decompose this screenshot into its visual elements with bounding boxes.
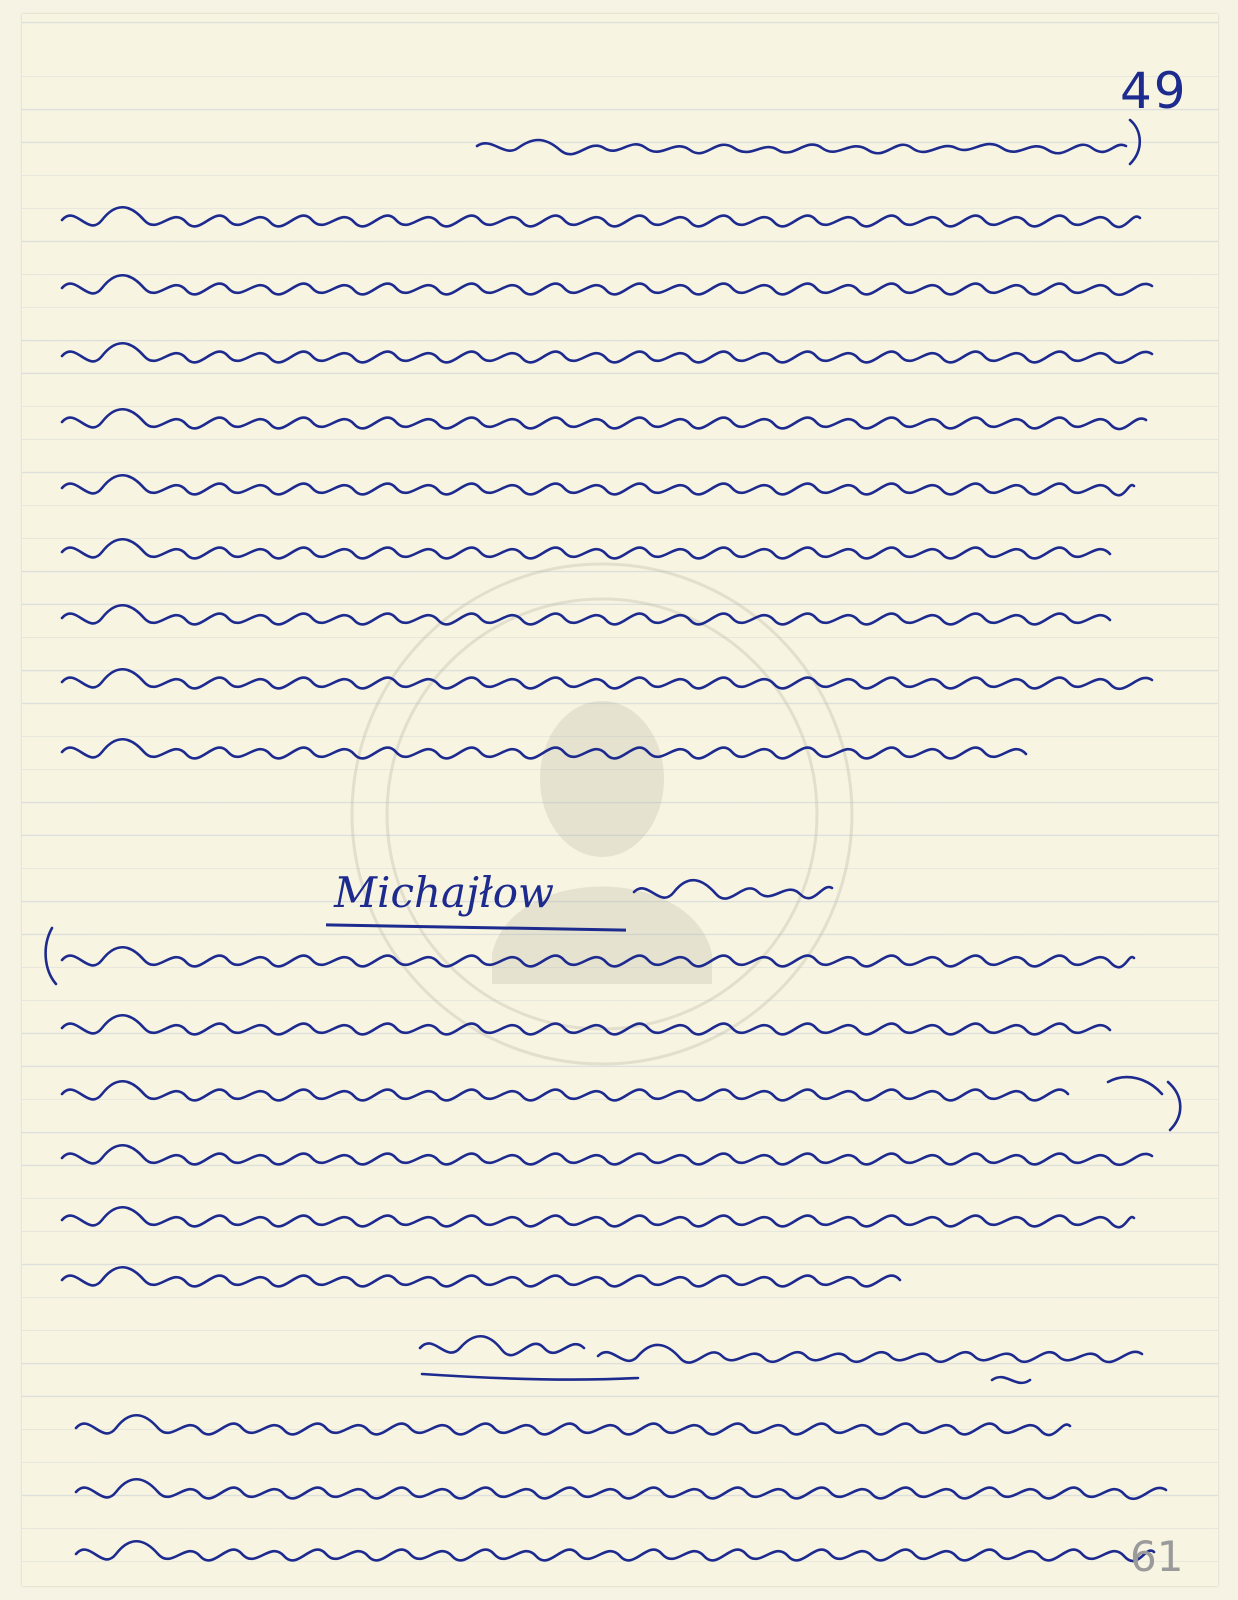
page-number: 49 xyxy=(1120,62,1188,120)
section-title: Michajłow xyxy=(334,868,554,917)
archive-page-number: 61 xyxy=(1130,1532,1184,1581)
handwritten-text xyxy=(22,14,1218,1586)
lined-paper-sheet xyxy=(22,14,1218,1586)
